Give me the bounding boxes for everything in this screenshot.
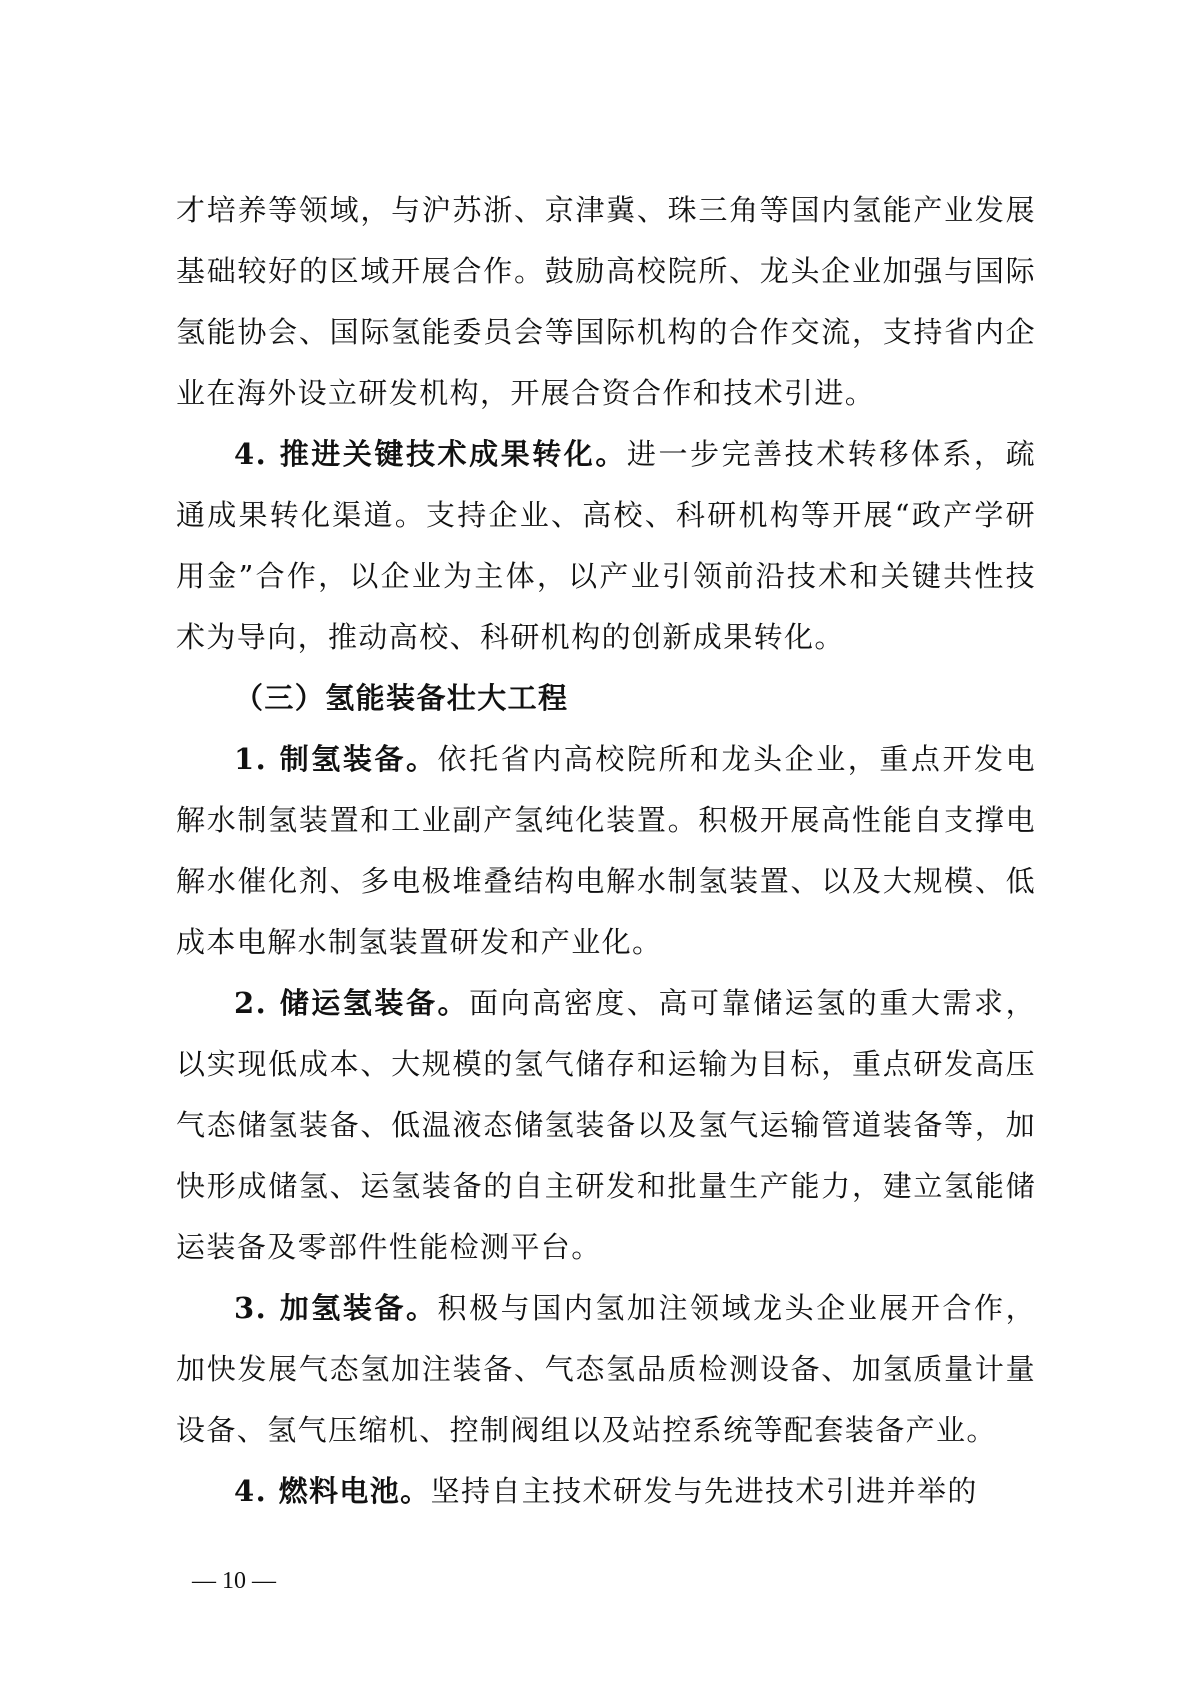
paragraph-text: 进一步完善技术转移体系，疏通成果转化渠道。支持企业、高校、科研机构等开展“政产学研用金”合作，以企业为主体，以产业引领前沿技术和关键共性技术为导向，推动高校、科研机构的创新成果转化。 <box>176 437 1036 654</box>
paragraph-text: 面向高密度、高可靠储运氢的重大需求，以实现低成本、大规模的氢气储存和运输为目标，重点研发高压气态储氢装备、低温液态储氢装备以及氢气运输管道装备等，加快形成储氢、运氢装备的自主研发和批量生产能力，建立氢能储运装备及零部件性能检测平台。 <box>176 986 1036 1264</box>
section-heading: （三）氢能装备壮大工程 <box>234 681 569 715</box>
paragraph-lead: 4. 推进关键技术成果转化。 <box>234 437 627 471</box>
paragraph-text: 积极与国内氢加注领域龙头企业展开合作，加快发展气态氢加注装备、气态氢品质检测设备、加氢质量计量设备、氢气压缩机、控制阀组以及站控系统等配套装备产业。 <box>176 1291 1036 1447</box>
paragraph-text: 依托省内高校院所和龙头企业，重点开发电解水制氢装置和工业副产氢纯化装置。积极开展高性能自支撑电解水催化剂、多电极堆叠结构电解水制氢装置、以及大规模、低成本电解水制氢装置研发和产业化。 <box>176 742 1036 959</box>
paragraph-text: 坚持自主技术研发与先进技术引进并举的 <box>430 1474 978 1508</box>
paragraph-lead: 3. 加氢装备。 <box>234 1291 438 1325</box>
paragraph-text: 才培养等领域，与沪苏浙、京津冀、珠三角等国内氢能产业发展基础较好的区域开展合作。鼓励高校院所、龙头企业加强与国际氢能协会、国际氢能委员会等国际机构的合作交流，支持省内企业在海外设立研发机构，开展合资合作和技术引进。 <box>176 193 1036 410</box>
paragraph-fuel-cell <box>176 1461 1036 1522</box>
paragraph-storage-transport <box>176 973 1036 1278</box>
paragraph-hydrogen-production <box>176 729 1036 973</box>
paragraph-lead: 1. 制氢装备。 <box>234 742 438 776</box>
paragraph-refueling <box>176 1278 1036 1461</box>
paragraph-cooperation <box>176 180 1036 424</box>
page-number: — 10 — <box>192 1568 276 1594</box>
paragraph-lead: 4. 燃料电池。 <box>234 1474 431 1508</box>
paragraph-lead: 2. 储运氢装备。 <box>234 986 470 1020</box>
paragraph-tech-transfer <box>176 424 1036 668</box>
document-body <box>176 180 1036 1522</box>
